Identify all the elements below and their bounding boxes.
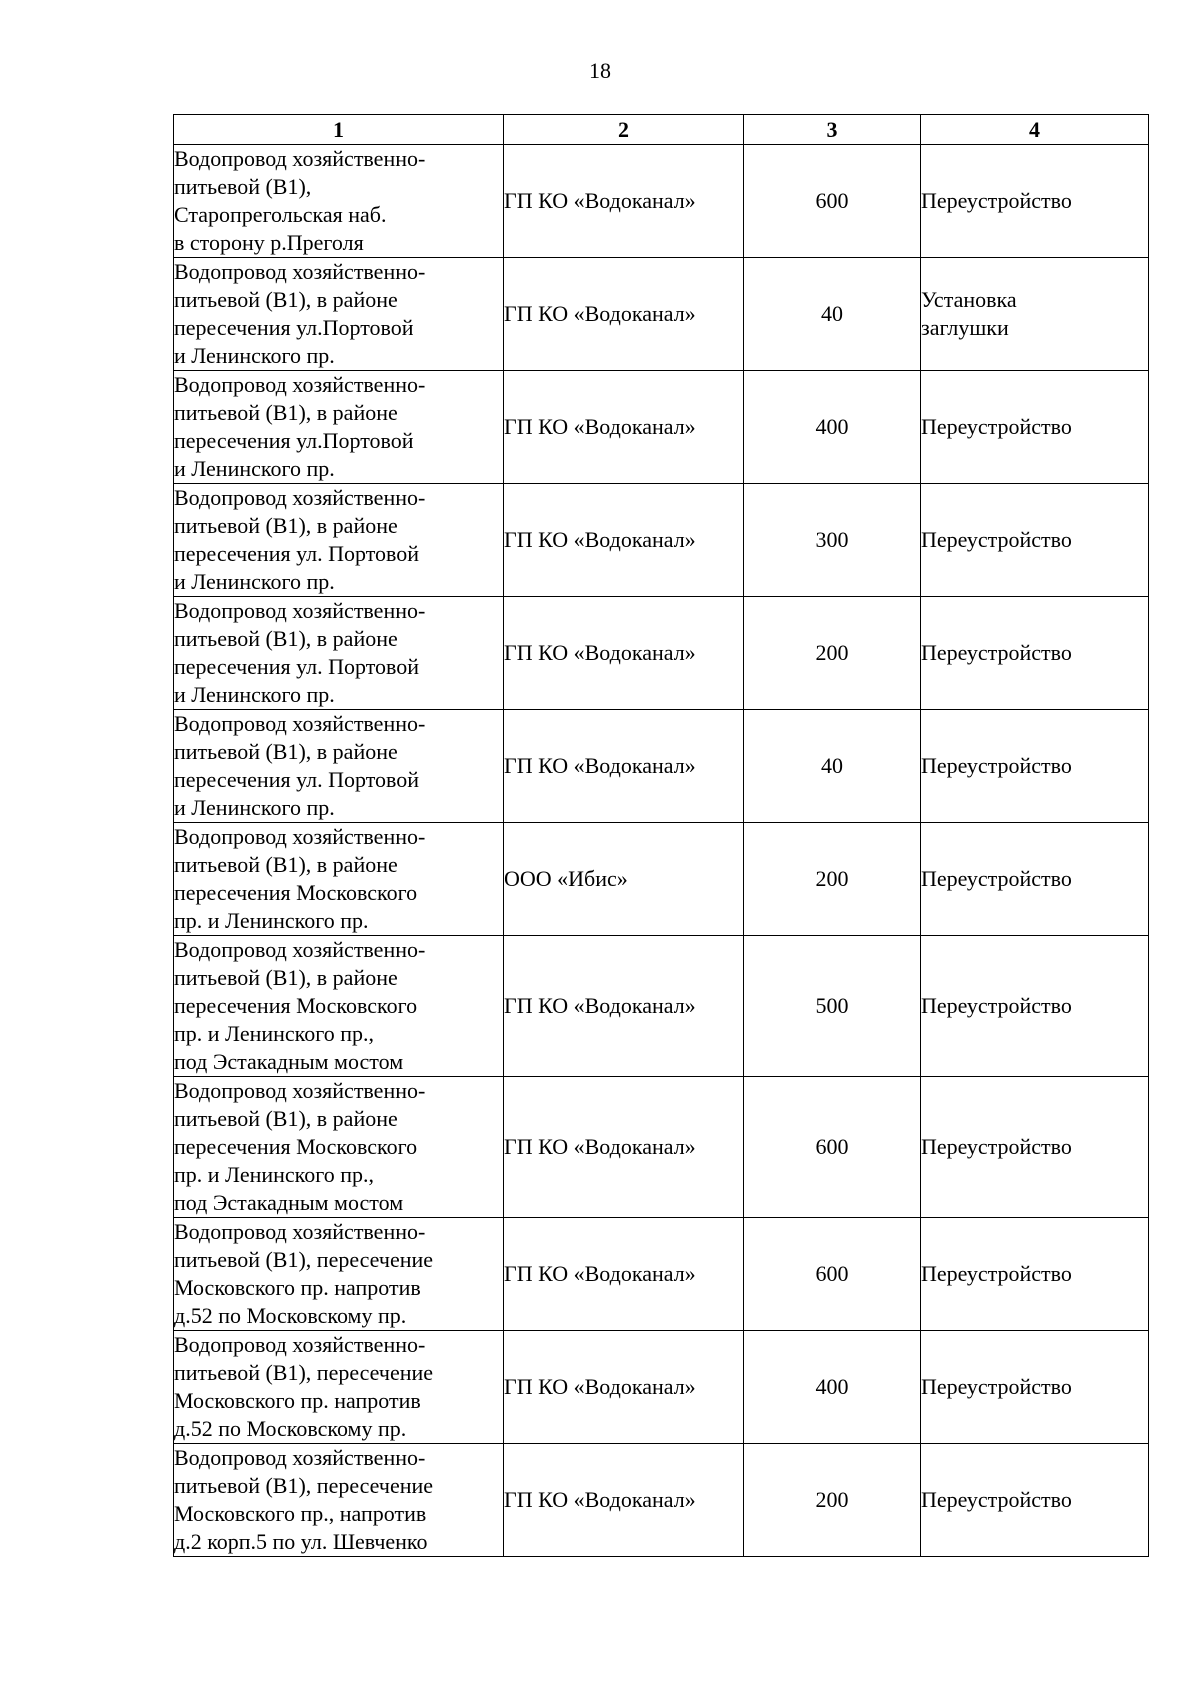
owner-cell: ГП КО «Водоканал» <box>504 484 744 597</box>
utilities-table <box>173 114 1149 1557</box>
action-cell: Переустройство <box>921 597 1149 710</box>
table-header-row <box>174 115 1149 145</box>
table-row <box>174 1077 1149 1218</box>
table-row <box>174 597 1149 710</box>
diameter-cell: 200 <box>744 597 921 710</box>
table-row <box>174 371 1149 484</box>
pipeline-name-cell: Водопровод хозяйственно- питьевой (В1), пересечение Московского пр. напротив д.52 по Московскому пр. <box>174 1331 504 1444</box>
owner-cell: ГП КО «Водоканал» <box>504 710 744 823</box>
column-header-2: 2 <box>504 115 744 145</box>
action-cell: Переустройство <box>921 484 1149 597</box>
diameter-cell: 300 <box>744 484 921 597</box>
owner-cell: ГП КО «Водоканал» <box>504 597 744 710</box>
owner-cell: ГП КО «Водоканал» <box>504 1077 744 1218</box>
owner-cell: ГП КО «Водоканал» <box>504 1331 744 1444</box>
page-number: 18 <box>589 58 611 83</box>
table-row <box>174 484 1149 597</box>
diameter-cell: 400 <box>744 1331 921 1444</box>
owner-cell: ГП КО «Водоканал» <box>504 1444 744 1557</box>
diameter-cell: 500 <box>744 936 921 1077</box>
owner-cell: ГП КО «Водоканал» <box>504 371 744 484</box>
pipeline-name-cell: Водопровод хозяйственно- питьевой (В1), в районе пересечения Московского пр. и Ленинского пр., под Эстакадным мостом <box>174 1077 504 1218</box>
pipeline-name-cell: Водопровод хозяйственно- питьевой (В1), в районе пересечения ул. Портовой и Ленинского пр. <box>174 710 504 823</box>
action-cell: Переустройство <box>921 1218 1149 1331</box>
owner-cell: ГП КО «Водоканал» <box>504 258 744 371</box>
table-row <box>174 1444 1149 1557</box>
owner-cell: ООО «Ибис» <box>504 823 744 936</box>
table-row <box>174 258 1149 371</box>
diameter-cell: 600 <box>744 1218 921 1331</box>
owner-cell: ГП КО «Водоканал» <box>504 936 744 1077</box>
action-cell: Установка заглушки <box>921 258 1149 371</box>
table-row <box>174 710 1149 823</box>
table-row <box>174 145 1149 258</box>
diameter-cell: 40 <box>744 710 921 823</box>
table-row <box>174 936 1149 1077</box>
action-cell: Переустройство <box>921 371 1149 484</box>
table-row <box>174 823 1149 936</box>
diameter-cell: 40 <box>744 258 921 371</box>
owner-cell: ГП КО «Водоканал» <box>504 145 744 258</box>
diameter-cell: 200 <box>744 823 921 936</box>
pipeline-name-cell: Водопровод хозяйственно- питьевой (В1), в районе пересечения Московского пр. и Ленинского пр., под Эстакадным мостом <box>174 936 504 1077</box>
diameter-cell: 600 <box>744 1077 921 1218</box>
column-header-3: 3 <box>744 115 921 145</box>
action-cell: Переустройство <box>921 1331 1149 1444</box>
owner-cell: ГП КО «Водоканал» <box>504 1218 744 1331</box>
table-row <box>174 1331 1149 1444</box>
table-row <box>174 1218 1149 1331</box>
column-header-4: 4 <box>921 115 1149 145</box>
pipeline-name-cell: Водопровод хозяйственно- питьевой (В1), Старопрегольская наб. в сторону р.Преголя <box>174 145 504 258</box>
pipeline-name-cell: Водопровод хозяйственно- питьевой (В1), пересечение Московского пр., напротив д.2 корп.5 по ул. Шевченко <box>174 1444 504 1557</box>
pipeline-name-cell: Водопровод хозяйственно- питьевой (В1), в районе пересечения ул. Портовой и Ленинского пр. <box>174 597 504 710</box>
action-cell: Переустройство <box>921 145 1149 258</box>
action-cell: Переустройство <box>921 823 1149 936</box>
diameter-cell: 200 <box>744 1444 921 1557</box>
action-cell: Переустройство <box>921 936 1149 1077</box>
pipeline-name-cell: Водопровод хозяйственно- питьевой (В1), пересечение Московского пр. напротив д.52 по Московскому пр. <box>174 1218 504 1331</box>
pipeline-name-cell: Водопровод хозяйственно- питьевой (В1), в районе пересечения ул.Портовой и Ленинского пр. <box>174 371 504 484</box>
diameter-cell: 600 <box>744 145 921 258</box>
pipeline-name-cell: Водопровод хозяйственно- питьевой (В1), в районе пересечения ул. Портовой и Ленинского пр. <box>174 484 504 597</box>
column-header-1: 1 <box>174 115 504 145</box>
action-cell: Переустройство <box>921 710 1149 823</box>
action-cell: Переустройство <box>921 1444 1149 1557</box>
pipeline-name-cell: Водопровод хозяйственно- питьевой (В1), в районе пересечения Московского пр. и Ленинского пр. <box>174 823 504 936</box>
action-cell: Переустройство <box>921 1077 1149 1218</box>
diameter-cell: 400 <box>744 371 921 484</box>
pipeline-name-cell: Водопровод хозяйственно- питьевой (В1), в районе пересечения ул.Портовой и Ленинского пр. <box>174 258 504 371</box>
